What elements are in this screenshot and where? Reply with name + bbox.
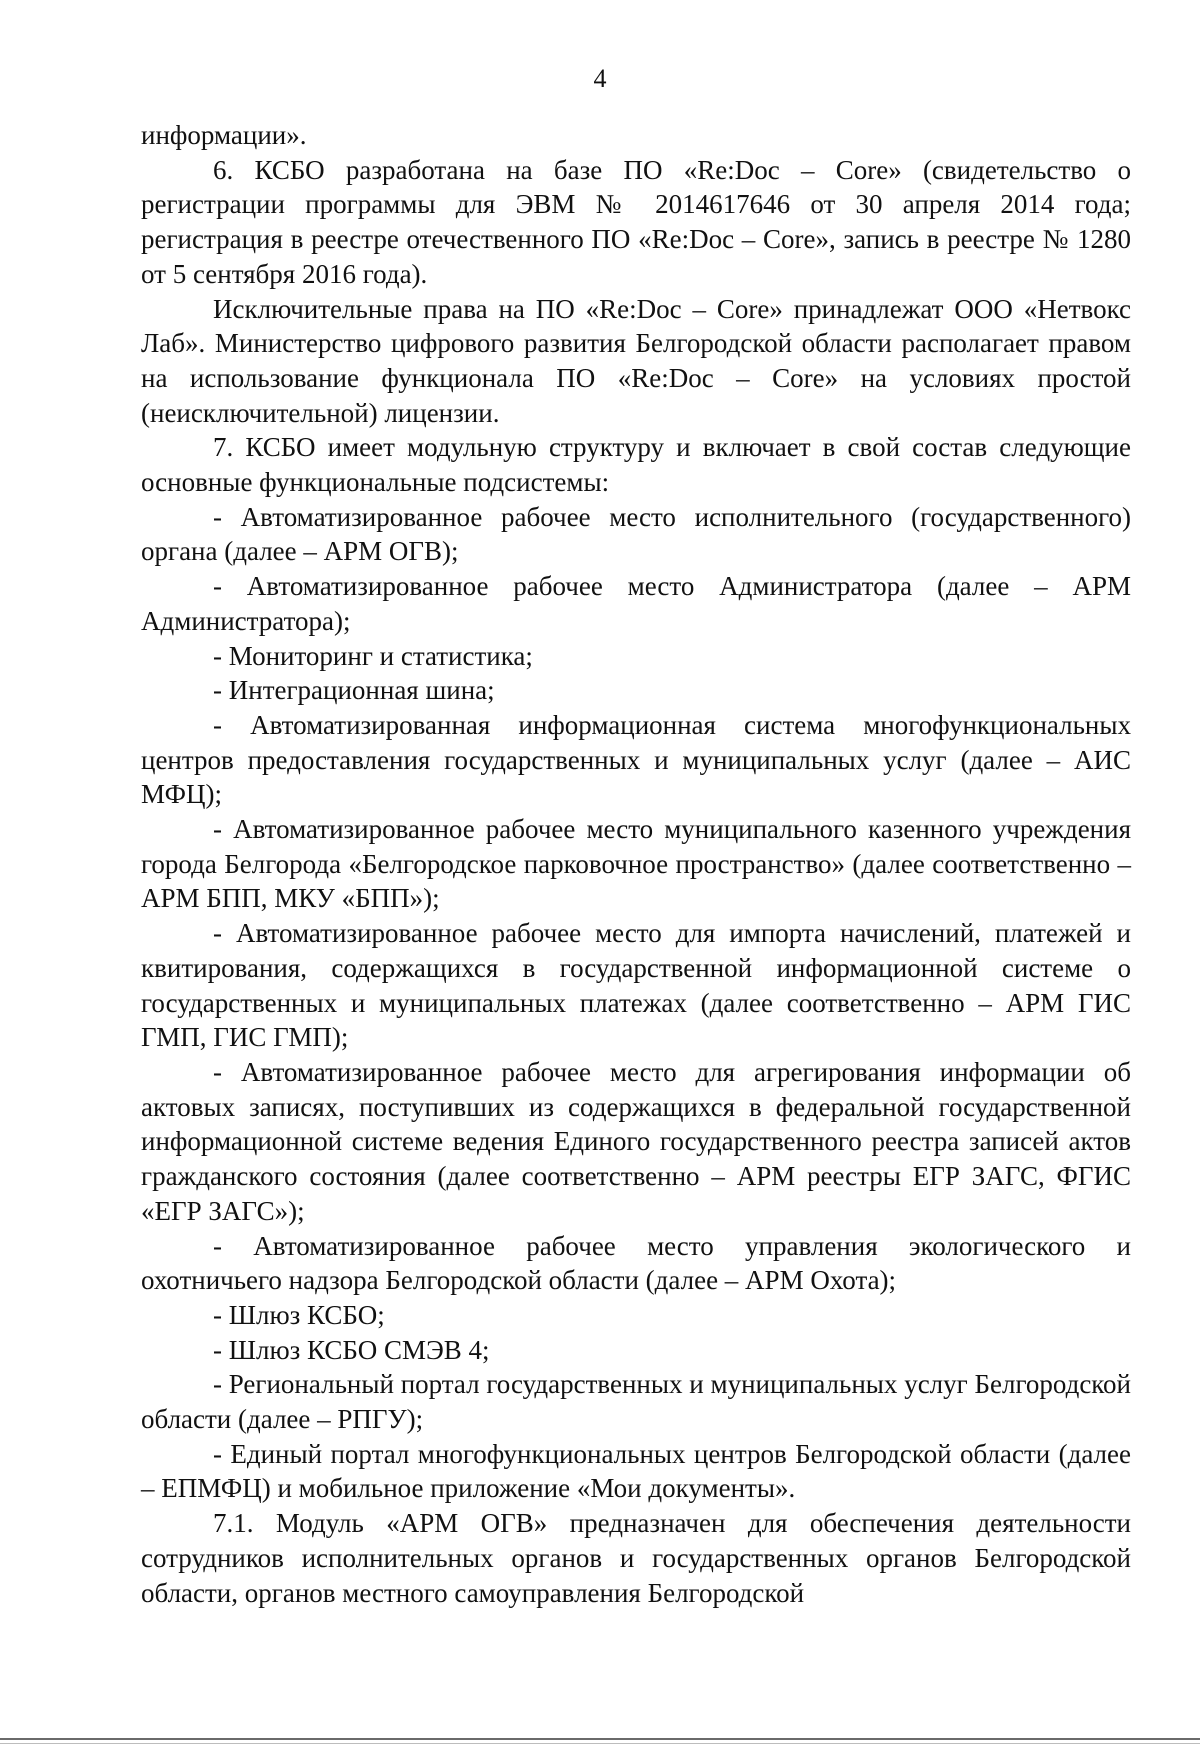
list-item: - Шлюз КСБО СМЭВ 4; [213, 1334, 490, 1365]
paragraph: 7. КСБО имеет модульную структуру и включает в свой состав следующие основные функциональные подсистемы: [141, 432, 1131, 498]
list-item: - Шлюз КСБО; [213, 1299, 385, 1330]
paragraph: информации». [141, 120, 307, 150]
list-item: - Автоматизированное рабочее место для агрегирования информации об актовых записях, поступивших из содержащихся в федеральной государственной информационной системе ведения Единого государственного реестра записей актов гражданского состояния (далее соответственно – АРМ реестры ЕГР ЗАГС, ФГИС «ЕГР ЗАГС»); [141, 1056, 1131, 1226]
page-bottom-border-shadow [0, 1743, 1200, 1744]
page-bottom-border [0, 1738, 1200, 1740]
list-item: - Мониторинг и статистика; [213, 640, 533, 671]
list-item: - Автоматизированное рабочее место управления экологического и охотничьего надзора Белгородской области (далее – АРМ Охота); [141, 1230, 1131, 1296]
list-item: - Автоматизированная информационная система многофункциональных центров предоставления государственных и муниципальных услуг (далее – АИС МФЦ); [141, 709, 1131, 810]
paragraph: Исключительные права на ПО «Re:Doc – Core» принадлежат ООО «Нетвокс Лаб». Министерство цифрового развития Белгородской области располагает правом на использование функционала ПО «Re:Doc – Core» на условиях простой (неисключительной) лицензии. [141, 293, 1131, 428]
list-item: - Региональный портал государственных и муниципальных услуг Белгородской области (далее – РПГУ); [141, 1369, 1131, 1435]
list-item: - Единый портал многофункциональных центров Белгородской области (далее – ЕПМФЦ) и мобильное приложение «Мои документы». [141, 1438, 1131, 1504]
list-item: - Автоматизированное рабочее место для импорта начислений, платежей и квитирования, содержащихся в государственной информационной системе о государственных и муниципальных платежах (далее соответственно – АРМ ГИС ГМП, ГИС ГМП); [141, 918, 1131, 1053]
paragraph: 6. КСБО разработана на базе ПО «Re:Doc – Core» (свидетельство о регистрации программы для ЭВМ № 2014617646 от 30 апреля 2014 года; регистрация в реестре отечественного ПО «Re:Doc – Core», запись в реестре № 1280 от 5 сентября 2016 года). [141, 154, 1131, 289]
paragraph: 7.1. Модуль «АРМ ОГВ» предназначен для обеспечения деятельности сотрудников исполнительных органов и государственных органов Белгородской области, органов местного самоуправления Белгородской [141, 1508, 1131, 1608]
document-body [141, 118, 1131, 1610]
list-item: - Автоматизированное рабочее место муниципального казенного учреждения города Белгорода «Белгородское парковочное пространство» (далее соответственно – АРМ БПП, МКУ «БПП»); [141, 814, 1131, 914]
page-number: 4 [593, 64, 607, 93]
list-item: - Интеграционная шина; [213, 675, 495, 706]
list-item: - Автоматизированное рабочее место исполнительного (государственного) органа (далее – АРМ ОГВ); [141, 501, 1131, 567]
list-item: - Автоматизированное рабочее место Администратора (далее – АРМ Администратора); [141, 571, 1131, 636]
